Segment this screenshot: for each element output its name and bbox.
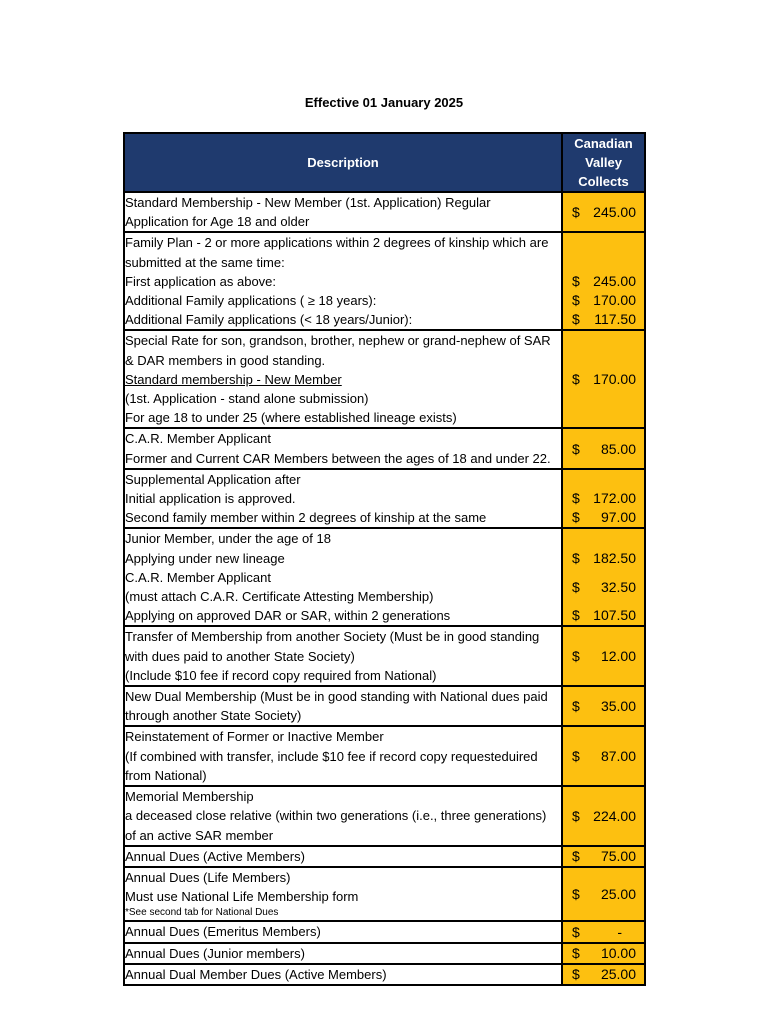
amount-line — [563, 508, 644, 527]
description-line: & DAR members in good standing. — [125, 352, 326, 368]
description-line: Annual Dues (Emeritus Members) — [125, 924, 321, 940]
fee-description — [124, 943, 562, 964]
amount-value: 35.00 — [600, 698, 636, 715]
table-row — [124, 626, 645, 686]
amount-line — [563, 748, 644, 764]
fee-table — [123, 132, 646, 986]
table-row — [124, 726, 645, 786]
fee-amount — [562, 921, 645, 942]
amount-line — [563, 253, 644, 272]
table-row — [124, 921, 645, 942]
fee-amount — [562, 469, 645, 529]
currency-symbol: $ — [572, 311, 580, 328]
description-line: of an active SAR member — [125, 827, 274, 843]
amount-line — [563, 966, 644, 982]
amount-line — [563, 529, 644, 548]
table-row — [124, 469, 645, 529]
description-line: Annual Dues (Junior members) — [125, 945, 305, 961]
description-line: submitted at the same time: — [125, 254, 285, 270]
currency-symbol: $ — [572, 440, 580, 457]
amount-value: 10.00 — [600, 945, 636, 962]
description-line: a deceased close relative (within two generations (i.e., three generations) — [125, 808, 547, 824]
fee-description — [124, 330, 562, 428]
fee-description — [124, 726, 562, 786]
fee-amount — [562, 846, 645, 867]
amount-value: 97.00 — [600, 509, 636, 526]
description-line: Standard Membership - New Member (1st. Application) Regular — [125, 195, 491, 210]
description-line: Standard membership - New Member — [125, 371, 342, 387]
description-line: (If combined with transfer, include $10 fee if record copy requesteduired — [125, 748, 538, 764]
currency-symbol: $ — [572, 272, 580, 289]
description-line: Annual Dual Member Dues (Active Members) — [125, 966, 387, 982]
description-line: Second family member within 2 degrees of kinship at the same — [125, 510, 487, 526]
description-line: Junior Member, under the age of 18 — [125, 531, 331, 547]
table-row — [124, 867, 645, 921]
fee-description — [124, 232, 562, 330]
amount-line — [563, 945, 644, 961]
amount-value: 172.00 — [593, 490, 636, 507]
amount-value: 85.00 — [600, 440, 636, 457]
description-line: Initial application is approved. — [125, 491, 296, 507]
description-line: (must attach C.A.R. Certificate Attesting Membership) — [125, 589, 434, 605]
currency-symbol: $ — [572, 698, 580, 715]
currency-symbol: $ — [572, 848, 580, 865]
amount-value: 245.00 — [593, 272, 636, 289]
description-line: Special Rate for son, grandson, brother, nephew or grand-nephew of SAR — [125, 333, 551, 349]
description-note: *See second tab for National Dues — [125, 907, 279, 919]
fee-description — [124, 686, 562, 726]
page-title: Effective 01 January 2025 — [304, 95, 464, 110]
amount-line — [563, 204, 644, 220]
fee-description — [124, 192, 562, 232]
fee-description — [124, 786, 562, 846]
amount-line — [563, 310, 644, 329]
amount-line — [563, 698, 644, 714]
currency-symbol: $ — [572, 966, 580, 983]
fee-amount — [562, 686, 645, 726]
amount-value: 182.50 — [593, 549, 636, 566]
description-line: Must use National Life Membership form — [125, 889, 359, 905]
table-header-row — [124, 133, 645, 192]
currency-symbol: $ — [572, 204, 580, 221]
fee-table-body — [124, 192, 645, 985]
amount-value: 245.00 — [593, 204, 636, 221]
fee-amount — [562, 528, 645, 626]
currency-symbol: $ — [572, 549, 580, 566]
amount-value: 117.50 — [594, 311, 636, 328]
fee-description — [124, 626, 562, 686]
amount-value: 25.00 — [600, 886, 636, 903]
currency-symbol: $ — [572, 945, 580, 962]
description-line: Former and Current CAR Members between the ages of 18 and under 22. — [125, 450, 551, 466]
table-row — [124, 786, 645, 846]
amount-value: 32.50 — [600, 578, 636, 595]
amount-value: 25.00 — [600, 966, 636, 983]
amount-line — [563, 489, 644, 508]
table-row — [124, 428, 645, 468]
fee-description — [124, 846, 562, 867]
amount-line — [563, 233, 644, 252]
currency-symbol: $ — [572, 886, 580, 903]
currency-symbol: $ — [572, 578, 580, 595]
fee-amount — [562, 786, 645, 846]
amount-column-header — [562, 133, 645, 192]
amount-value: 224.00 — [593, 807, 636, 824]
amount-line — [563, 568, 644, 606]
amount-header-line: Valley — [585, 155, 622, 170]
currency-symbol: $ — [572, 807, 580, 824]
amount-line — [563, 808, 644, 824]
amount-value: 75.00 — [600, 848, 636, 865]
amount-value: 170.00 — [593, 291, 636, 308]
amount-header-line: Collects — [578, 174, 629, 189]
description-line: Application for Age 18 and older — [125, 214, 310, 230]
amount-header-line: Canadian — [574, 136, 633, 151]
amount-line — [563, 606, 644, 625]
amount-line — [563, 924, 644, 940]
amount-line — [563, 291, 644, 310]
fee-description — [124, 469, 562, 529]
description-line: Applying on approved DAR or SAR, within 2 generations — [125, 608, 451, 624]
fee-amount — [562, 626, 645, 686]
fee-amount — [562, 726, 645, 786]
description-line: First application as above: — [125, 273, 277, 289]
table-row — [124, 192, 645, 232]
currency-symbol: $ — [572, 291, 580, 308]
description-line: Annual Dues (Active Members) — [125, 848, 305, 864]
amount-line — [563, 549, 644, 568]
fee-description — [124, 921, 562, 942]
amount-line — [563, 648, 644, 664]
description-line: Annual Dues (Life Members) — [125, 869, 291, 885]
table-row — [124, 964, 645, 985]
fee-amount — [562, 232, 645, 330]
fee-amount — [562, 943, 645, 964]
amount-line — [563, 441, 644, 457]
table-row — [124, 330, 645, 428]
fee-amount — [562, 964, 645, 985]
table-row — [124, 846, 645, 867]
amount-value: - — [617, 923, 622, 940]
amount-value: 12.00 — [600, 648, 636, 665]
table-row — [124, 686, 645, 726]
fee-description — [124, 428, 562, 468]
currency-symbol: $ — [572, 371, 580, 388]
description-line: Transfer of Membership from another Society (Must be in good standing — [125, 629, 540, 645]
description-line: Supplemental Application after — [125, 471, 301, 487]
currency-symbol: $ — [572, 648, 580, 665]
description-line: C.A.R. Member Applicant — [125, 431, 271, 447]
description-line: through another State Society) — [125, 708, 302, 724]
description-column-header: Description — [124, 133, 562, 192]
description-line: Additional Family applications ( ≥ 18 years): — [125, 293, 377, 309]
table-row — [124, 232, 645, 330]
amount-line — [563, 470, 644, 489]
table-row — [124, 528, 645, 626]
currency-symbol: $ — [572, 509, 580, 526]
description-line: Family Plan - 2 or more applications within 2 degrees of kinship which are — [125, 235, 549, 251]
description-line: Applying under new lineage — [125, 550, 285, 566]
description-line: with dues paid to another State Society) — [125, 648, 355, 664]
description-line: Additional Family applications (< 18 years/Junior): — [125, 312, 413, 328]
currency-symbol: $ — [572, 607, 580, 624]
amount-value: 87.00 — [600, 748, 636, 765]
description-line: (Include $10 fee if record copy required from National) — [125, 667, 437, 683]
fee-amount — [562, 428, 645, 468]
fee-amount — [562, 330, 645, 428]
description-line: Memorial Membership — [125, 789, 254, 805]
table-row — [124, 943, 645, 964]
fee-description — [124, 964, 562, 985]
description-line: New Dual Membership (Must be in good standing with National dues paid — [125, 689, 548, 705]
fee-amount — [562, 192, 645, 232]
currency-symbol: $ — [572, 490, 580, 507]
description-line: Reinstatement of Former or Inactive Member — [125, 729, 384, 745]
description-line: from National) — [125, 767, 207, 783]
amount-value: 107.50 — [593, 607, 636, 624]
description-line: C.A.R. Member Applicant — [125, 569, 271, 585]
amount-line — [563, 886, 644, 902]
fee-description — [124, 867, 562, 921]
amount-line — [563, 272, 644, 291]
currency-symbol: $ — [572, 748, 580, 765]
fee-amount — [562, 867, 645, 921]
description-line: For age 18 to under 25 (where established lineage exists) — [125, 410, 457, 426]
amount-line — [563, 848, 644, 864]
currency-symbol: $ — [572, 923, 580, 940]
amount-line — [563, 371, 644, 387]
fee-description — [124, 528, 562, 626]
description-line: (1st. Application - stand alone submission) — [125, 391, 369, 407]
amount-value: 170.00 — [593, 371, 636, 388]
